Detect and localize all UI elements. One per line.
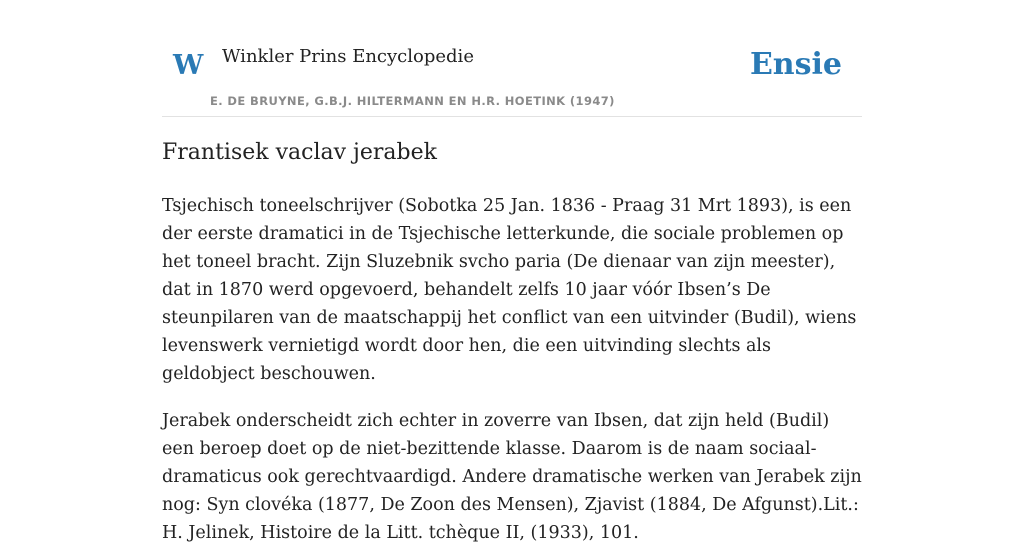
source-title[interactable]: Winkler Prins Encyclopedie (222, 46, 474, 67)
winkler-prins-logo[interactable]: W (173, 50, 204, 81)
entry-body (162, 192, 866, 547)
entry-title: Frantisek vaclav jerabek (162, 140, 437, 165)
ensie-logo[interactable]: Ensie (749, 47, 842, 82)
entry-paragraph: Jerabek onderscheidt zich echter in zoverre van Ibsen, dat zijn held (Budil) een beroep doet op de niet-bezittende klasse. Daarom is de naam sociaal-dramaticus ook gerechtvaardigd. Andere dramatische werken van Jerabek zijn nog: Syn clovéka (1877, De Zoon des Mensen), Zjavist (1884, De Afgunst).Lit.: H. Jelinek, Histoire de la Litt. tchèque II, (1933), 101. (162, 411, 862, 543)
source-authors: E. DE BRUYNE, G.B.J. HILTERMANN EN H.R. HOETINK (1947) (210, 94, 615, 108)
source-header (162, 0, 862, 117)
entry-paragraph: Tsjechisch toneelschrijver (Sobotka 25 Jan. 1836 - Praag 31 Mrt 1893), is een der eerste dramatici in de Tsjechische letterkunde, die sociale problemen op het toneel bracht. Zijn Sluzebnik svcho paria (De dienaar van zijn meester), dat in 1870 werd opgevoerd, behandelt zelfs 10 jaar vóór Ibsen’s De steunpilaren van de maatschappij het conflict van een uitvinder (Budil), wiens levenswerk vernietigd wordt door hen, die een uitvinding slechts als geldobject beschouwen. (162, 196, 857, 384)
